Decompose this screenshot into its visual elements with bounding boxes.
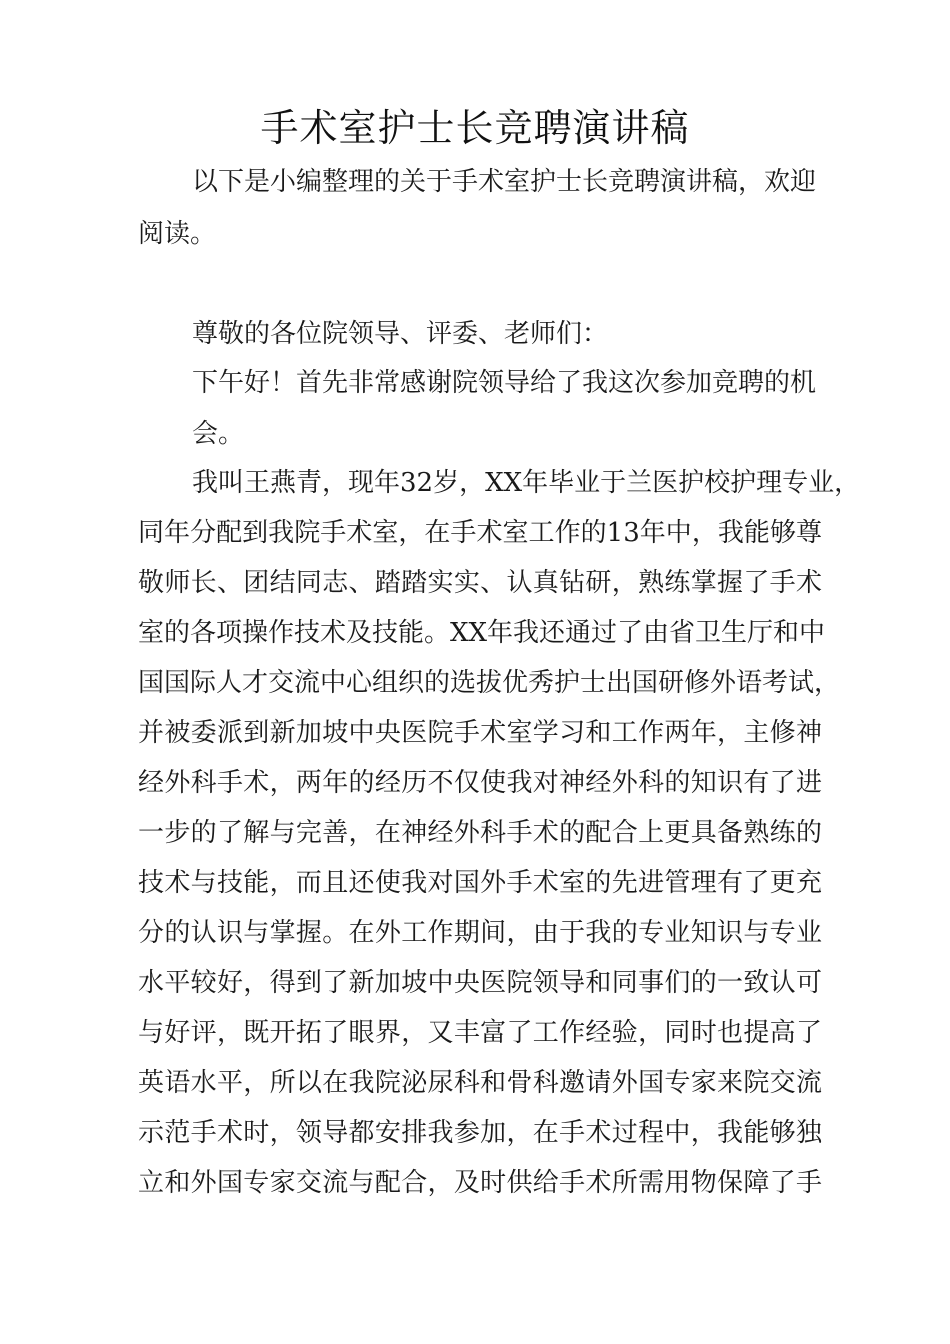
body-line: 英语水平，所以在我院泌尿科和骨科邀请外国专家来院交流 <box>138 1068 822 1098</box>
greeting-line-1: 下午好！首先非常感谢院领导给了我这次参加竞聘的机 <box>192 368 817 398</box>
salutation: 尊敬的各位院领导、评委、老师们： <box>192 319 609 349</box>
body-line: 国国际人才交流中心组织的选拔优秀护士出国研修外语考试， <box>138 668 841 698</box>
body-line: 技术与技能，而且还使我对国外手术室的先进管理有了更充 <box>138 868 822 898</box>
body-line: 与好评，既开拓了眼界，又丰富了工作经验，同时也提高了 <box>138 1018 822 1048</box>
body-line: 我叫王燕青，现年32岁，XX年毕业于兰医护校护理专业， <box>192 468 861 498</box>
body-line: 经外科手术，两年的经历不仅使我对神经外科的知识有了进 <box>138 768 822 798</box>
body-line: 水平较好，得到了新加坡中央医院领导和同事们的一致认可 <box>138 968 822 998</box>
body-line: 示范手术时，领导都安排我参加，在手术过程中，我能够独 <box>138 1118 822 1148</box>
body-line: 同年分配到我院手术室，在手术室工作的13年中，我能够尊 <box>138 518 822 548</box>
page-title: 手术室护士长竞聘演讲稿 <box>260 106 690 150</box>
body-line: 并被委派到新加坡中央医院手术室学习和工作两年，主修神 <box>138 718 822 748</box>
intro-line-2: 阅读。 <box>138 219 217 249</box>
body-line: 一步的了解与完善，在神经外科手术的配合上更具备熟练的 <box>138 818 822 848</box>
greeting-line-2: 会。 <box>192 419 245 449</box>
body-line: 立和外国专家交流与配合，及时供给手术所需用物保障了手 <box>138 1168 822 1198</box>
body-line: 敬师长、团结同志、踏踏实实、认真钻研，熟练掌握了手术 <box>138 568 822 598</box>
body-line: 分的认识与掌握。在外工作期间，由于我的专业知识与专业 <box>138 918 822 948</box>
intro-line-1: 以下是小编整理的关于手术室护士长竞聘演讲稿，欢迎 <box>192 167 817 197</box>
body-line: 室的各项操作技术及技能。XX年我还通过了由省卫生厅和中 <box>138 618 826 648</box>
